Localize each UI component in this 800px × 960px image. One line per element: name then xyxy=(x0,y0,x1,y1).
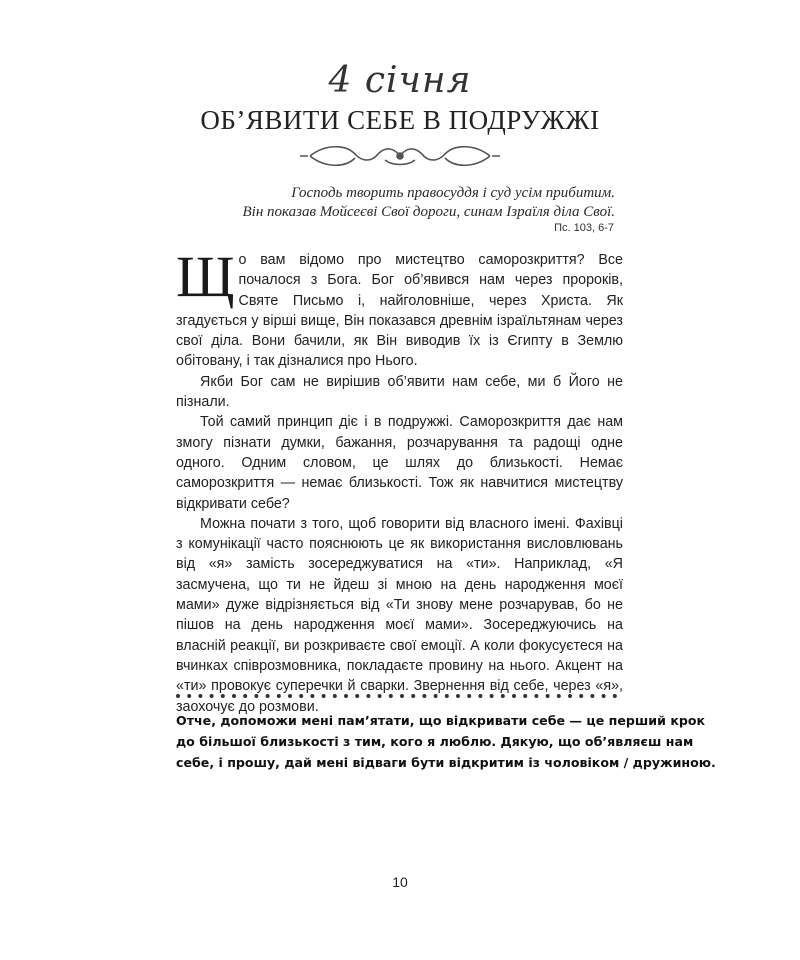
divider-dot xyxy=(590,694,594,698)
divider-dot xyxy=(266,694,270,698)
verse-line: Господь творить правосуддя і суд усім прибитим. xyxy=(291,185,615,201)
divider-dot xyxy=(613,694,617,698)
page-number: 10 xyxy=(392,874,408,890)
divider-dot xyxy=(445,694,449,698)
divider-dot xyxy=(478,694,482,698)
divider-dot xyxy=(176,694,180,698)
divider-dot xyxy=(198,694,202,698)
page-title: ОБ’ЯВИТИ СЕБЕ В ПОДРУЖЖІ xyxy=(200,105,600,135)
ornament-divider xyxy=(300,140,500,172)
divider-dot xyxy=(456,694,460,698)
divider-dot xyxy=(277,694,281,698)
divider-dot xyxy=(366,694,370,698)
devotional-text xyxy=(176,244,623,717)
paragraph xyxy=(176,244,623,372)
verse-line: Він показав Мойсеєві Свої дороги, синам Ізраїля діла Свої. xyxy=(242,204,615,220)
divider-dot xyxy=(467,694,471,698)
divider-dot xyxy=(534,694,538,698)
prayer-line: до більшої близькості з тим, кого я люблю. Дякую, що об’являєш нам xyxy=(176,734,694,749)
paragraph-text: о вам відомо про мистецтво саморозкриття? Все почалося з Бога. Бог об’явився нам через пророків, Святе Письмо і, найголовніше, через Христа. Як згадується у вірші вище, Він показався древнім ізраїльтянам через свої діла. Вони бачили, як Він виводив їх із Єгипту в Землю обітовану, і так дізналися про Нього. xyxy=(176,252,623,370)
prayer-line: Отче, допоможи мені пам’ятати, що відкривати себе — це перший крок xyxy=(176,713,706,728)
prayer-text xyxy=(176,710,716,773)
divider-dot xyxy=(187,694,191,698)
divider-dot xyxy=(523,694,527,698)
dotted-divider xyxy=(176,692,623,700)
divider-dot xyxy=(232,694,236,698)
divider-dot xyxy=(400,694,404,698)
divider-dot xyxy=(322,694,326,698)
divider-dot xyxy=(221,694,225,698)
divider-dot xyxy=(579,694,583,698)
divider-dot xyxy=(333,694,337,698)
divider-dot xyxy=(602,694,606,698)
paragraph: Якби Бог сам не вирішив об’явити нам себе, ми б Його не пізнали. xyxy=(176,373,623,411)
divider-dot xyxy=(210,694,214,698)
divider-dot xyxy=(434,694,438,698)
scripture-verse xyxy=(175,184,615,222)
divider-dot xyxy=(310,694,314,698)
divider-dot xyxy=(512,694,516,698)
page-date: 4 січня xyxy=(328,60,472,101)
verse-reference: Пс. 103, 6-7 xyxy=(554,222,614,234)
divider-dot xyxy=(254,694,258,698)
divider-dot xyxy=(378,694,382,698)
divider-dot xyxy=(422,694,426,698)
divider-dot xyxy=(501,694,505,698)
divider-dot xyxy=(568,694,572,698)
divider-dot xyxy=(299,694,303,698)
drop-cap: Щ xyxy=(176,244,235,309)
divider-dot xyxy=(243,694,247,698)
divider-dot xyxy=(546,694,550,698)
paragraph: Той самий принцип діє і в подружжі. Саморозкриття дає нам змогу пізнати думки, бажання, розчарування та радощі одне одного. Одним словом, це шлях до близькості. Немає саморозкриття — немає близькості. Тож як навчитися мистецтву відкривати себе? xyxy=(176,414,623,512)
divider-dot xyxy=(490,694,494,698)
divider-dot xyxy=(411,694,415,698)
prayer-line: себе, і прошу, дай мені відваги бути відкритим із чоловіком / дружиною. xyxy=(176,755,716,770)
divider-dot xyxy=(389,694,393,698)
divider-dot xyxy=(355,694,359,698)
divider-dot xyxy=(288,694,292,698)
divider-dot xyxy=(557,694,561,698)
divider-dot xyxy=(344,694,348,698)
paragraph: Можна почати з того, щоб говорити від власного імені. Фахівці з комунікації часто пояснюють це як використання висловлювань від «я» замість зосереджуватися на «ти». Наприклад, «Я засмучена, що ти не йдеш зі мною на день народження моєї мами» дуже відрізняється від «Ти знову мене розчарував, бо не пішов на день народження моєї мами». Зосереджуючись на власній реакції, ви розкриваєте свої емоції. А коли фокусуєтеся на вчинках співрозмовника, покладаєте провину на нього. Акцент на «ти» провокує суперечки й сварки. Звернення від себе, через «я», заохочує до розмови. xyxy=(176,515,623,715)
